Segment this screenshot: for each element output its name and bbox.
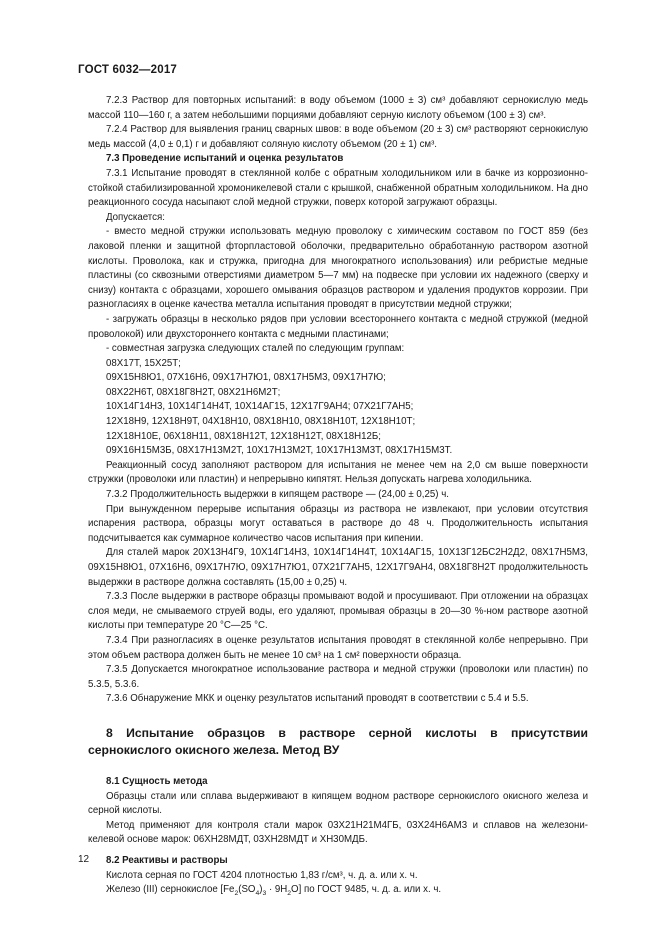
clause-7-3-3: 7.3.3 После выдержки в растворе образцы промывают водой и просушивают. При отложении на образцах слоя меди, не смываемого струей воды, его удаляют, промывая образцы в 20—30 %-ном растворе азотной кислоты при температуре 20 °С—25 °С. [88,591,588,632]
section-8-heading: 8 Испытание образцов в растворе серной кислоты в присутствии сернокислого окисного железа. Метод ВУ [88,725,588,757]
clause-7-3-4: 7.3.4 При разногласиях в оценке результатов испытания проводят в стеклянной колбе непрерывно. При этом объем раствора должен быть не менее 10 см³ на 1 см² поверхности образца. [88,634,588,661]
vessel-paragraph: Реакционный сосуд заполняют раствором для испытания не менее чем на 2,0 см выше поверхности стружки (проволоки или пластин) и непрерывно кипятят. Нельзя допускать нагрева холодильника. [88,459,588,486]
clause-8-1-a: Образцы стали или сплава выдерживают в кипящем водном растворе сернокислого окисного железа и серной кислоты. [88,790,588,817]
section-8-1-heading: 8.1 Сущность метода [106,775,208,787]
page-number: 12 [78,854,90,865]
clause-7-3-2: 7.3.2 Продолжительность выдержки в кипящем растворе — (24,00 ± 0,25) ч. [106,489,449,501]
clause-7-2-3: 7.2.3 Раствор для повторных испытаний: в воду объемом (1000 ± 3) см³ добавляют сернокислую медь массой 110—160 г, а затем небольшими порциями добавляют серную кислоту объемом (100 ± 3) см³. [88,95,588,121]
reagent-sulfuric-acid: Кислота серная по ГОСТ 4204 плотностью 1,83 г/см³, ч. д. а. или х. ч. [106,869,418,881]
bullet-copper-wire: - вместо медной стружки использовать медную проволоку с химическим составом по ГОСТ 859 (без лаковой пленки и защитной фторпластовой оболочки, предварительно обработанную раствором азотной кислоты. Проволока, как и стружка, пригодна для многократного использования) или ребристые медные пластины (со сквозными отверстиями диаметром 5—7 мм) на подвеске при условии их надежного (сверху и снизу) контакта с образцами, хорошего омывания образцов раствором и удаления продуктов коррозии. При разногласиях в оценке качества металла испытания проводят в присутствии медной стружки; [88,226,588,311]
section-8-2-heading: 8.2 Реактивы и растворы [106,854,228,866]
steel-group: 09Х15Н8Ю1, 07Х16Н6, 09Х17Н7Ю1, 08Х17Н5М3, 09Х17Н7Ю; [106,372,386,384]
steel-group: 12Х18Н10Е, 06Х18Н11, 08Х18Н12Т, 12Х18Н12Т, 08Х18Н12Б; [106,430,381,442]
steel-group: 09Х16Н15М3Б, 08Х17Н13М2Т, 10Х17Н13М2Т, 10Х17Н13М3Т, 08Х17Н15М3Т. [106,445,453,457]
bullet-rows: - загружать образцы в несколько рядов при условии всестороннего контакта с медной стружкой (медной проволокой) или двухстороннего контакта с медными пластинами; [88,313,588,340]
clause-7-3-1: 7.3.1 Испытание проводят в стеклянной колбе с обратным холодильником или в бачке из коррозионно-стойкой стабилизированной хромоникелевой стали с крышкой, снабженной обратным холодильником. На дно реакционного сосуда насыпают слой медной стружки, поверх которой загружают образцы. [88,167,588,209]
clause-7-3-5: 7.3.5 Допускается многократное использование раствора и медной стружки (проволоки или пластин) по 5.3.5, 5.3.6. [88,664,588,690]
clause-8-1-b: Метод применяют для контроля стали марок 03Х21Н21М4ГБ, 03Х24Н6АМ3 и сплавов на железоникелевой основе марок: 06ХН28МДТ, 03ХН28МДТ и ХН30МДБ. [88,819,588,846]
steel-group: 08Х17Т, 15Х25Т; [106,357,181,369]
steel-grades-paragraph: Для сталей марок 20Х13Н4Г9, 10Х14Г14Н3, 10Х14Г14Н4Т, 10Х14АГ15, 10Х13Г12БС2Н2Д2, 08Х17Н5М3, 09Х15Н8Ю1, 07Х16Н6, 09Х17Н7Ю, 09Х17Н7Ю1, 07Х21Г7АН5, 12Х17Г9АН4, 08Х18Г8Н2Т продолжительность выдержки в растворе должна составлять (15,00 ± 0,25) ч. [88,547,588,588]
page-body [88,94,588,898]
reagent-iron-sulfate: Железо (III) сернокислое $[Fe_2(SO_4)_3 \cdot 9H_2O]$ по ГОСТ 9485, ч. д. а. или х. ч. [106,884,442,898]
clause-7-3-6: 7.3.6 Обнаружение МКК и оценку результатов испытаний проводят в соответствии с 5.4 и 5.5. [106,693,529,705]
interruption-paragraph: При вынужденном перерыве испытания образцы из раствора не извлекают, при условии отсутствия испарения раствора, образцы могут оставаться в растворе до 48 ч. Продолжительность испытания подсчитывается как суммарное количество часов испытания при кипении. [88,503,588,544]
steel-group: 12Х18Н9, 12Х18Н9Т, 04Х18Н10, 08Х18Н10, 08Х18Н10Т, 12Х18Н10Т; [106,416,416,428]
steel-group: 08Х22Н6Т, 08Х18Г8Н2Т, 08Х21Н6М2Т; [106,386,281,398]
allowed-label: Допускается: [106,211,165,223]
bullet-groups: - совместная загрузка следующих сталей по следующим группам: [106,343,405,355]
document-header: ГОСТ 6032—2017 [78,64,178,76]
steel-group: 10Х14Г14Н3, 10Х14Г14Н4Т, 10Х14АГ15, 12Х17Г9АН4; 07Х21Г7АН5; [106,401,414,413]
clause-7-2-4: 7.2.4 Раствор для выявления границ сварных швов: в воде объемом (20 ± 3) см³ растворяют сернокислую медь массой (4,0 ± 0,1) г и добавляют соляную кислоту объемом (20 ± 1) см³. [88,124,588,150]
section-7-3-heading: 7.3 Проведение испытаний и оценка результатов [106,153,344,165]
